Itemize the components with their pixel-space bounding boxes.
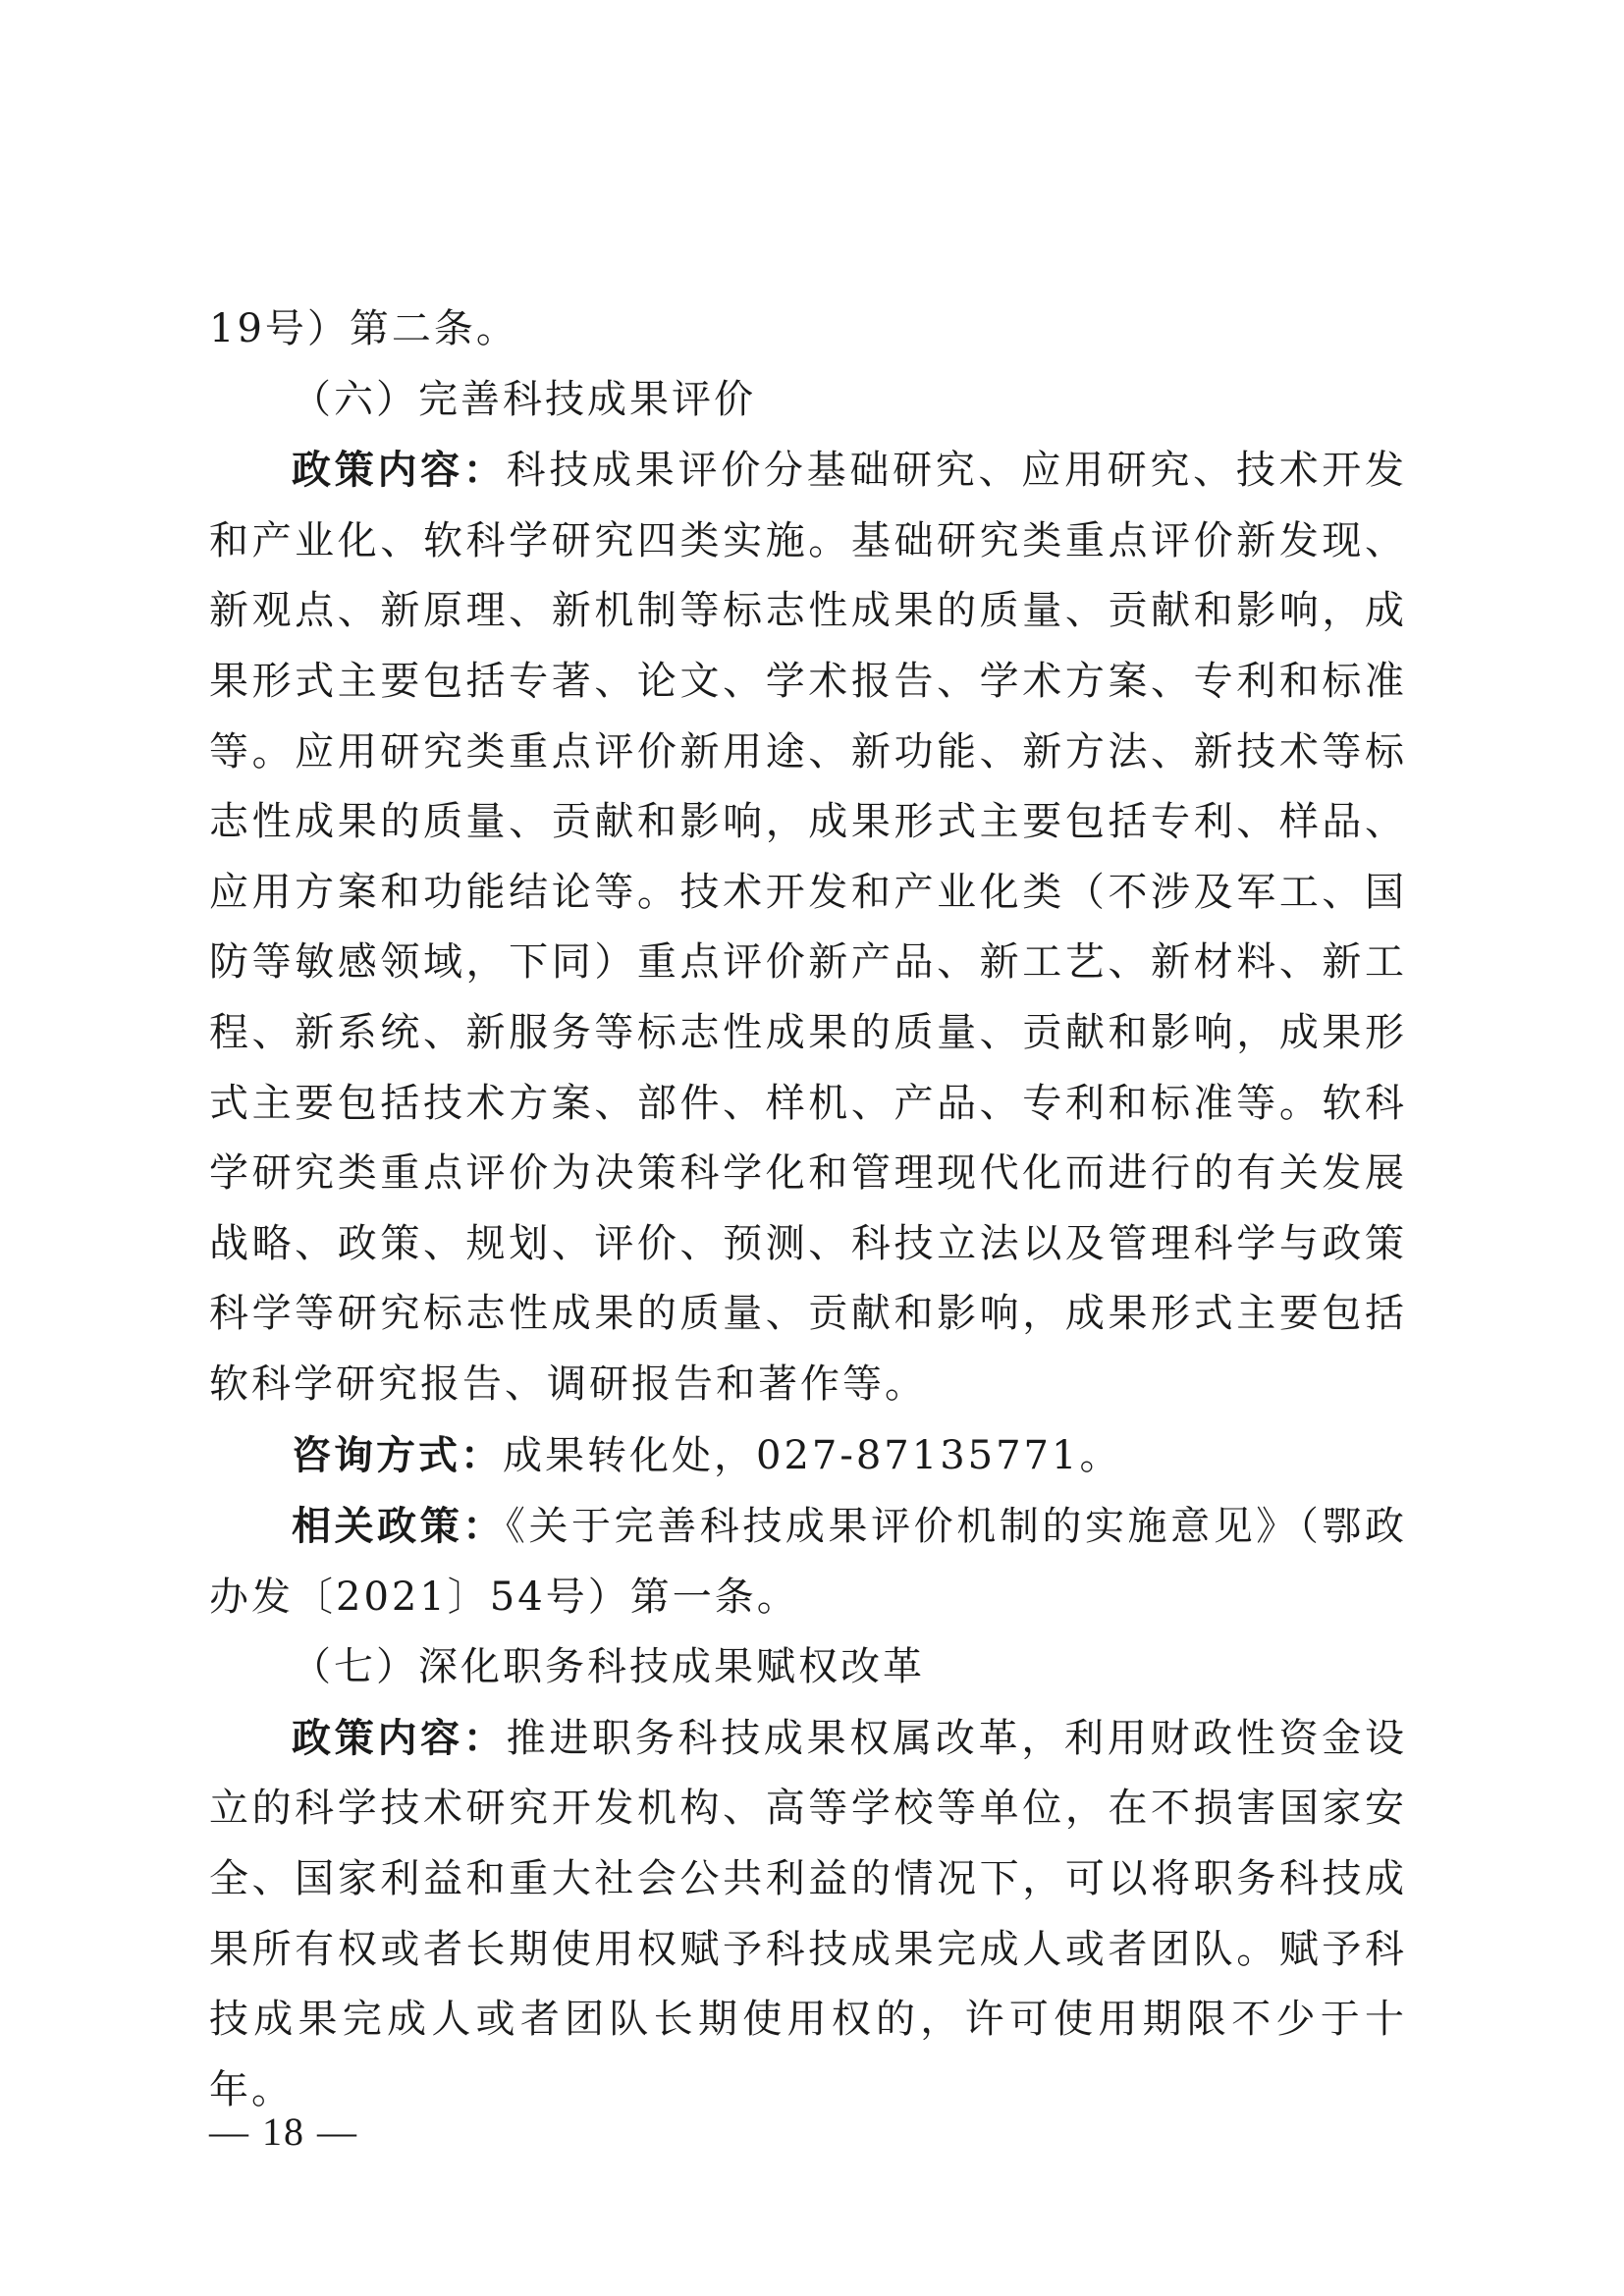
contact-text: 成果转化处，027-87135771。 (503, 1432, 1122, 1478)
policy-content-text: 推进职务科技成果权属改革，利用财政性资金设立的科学技术研究开发机构、高等学校等单位，在不损害国家安全、国家利益和重大社会公共利益的情况下，可以将职务科技成果所有权或者长期使用权赋予科技成果完成人或者团队。赋予科技成果完成人或者团队长期使用权的，许可使用期限不少于十年。 (209, 1715, 1408, 2112)
body-text (209, 294, 1407, 2125)
continuation-line: 19号）第二条。 (209, 306, 518, 351)
related-policy-paragraph (209, 1491, 1407, 1632)
section-heading-7: （七）深化职务科技成果赋权改革 (292, 1644, 925, 1690)
contact-paragraph (209, 1420, 1407, 1492)
policy-content-text: 科技成果评价分基础研究、应用研究、技术开发和产业化、软科学研究四类实施。基础研究类重点评价新发现、新观点、新原理、新机制等标志性成果的质量、贡献和影响，成果形式主要包括专著、论文、学术报告、学术方案、专利和标准等。应用研究类重点评价新用途、新功能、新方法、新技术等标志性成果的质量、贡献和影响，成果形式主要包括专利、样品、应用方案和功能结论等。技术开发和产业化类（不涉及军工、国防等敏感领域，下同）重点评价新产品、新工艺、新材料、新工程、新系统、新服务等标志性成果的质量、贡献和影响，成果形式主要包括技术方案、部件、样机、产品、专利和标准等。软科学研究类重点评价为决策科学化和管理现代化而进行的有关发展战略、政策、规划、评价、预测、科技立法以及管理科学与政策科学等研究标志性成果的质量、贡献和影响，成果形式主要包括软科学研究报告、调研报告和著作等。 (209, 448, 1408, 1407)
policy-content-paragraph-6 (209, 435, 1407, 1419)
page-number: — 18 — (209, 2109, 358, 2154)
contact-label: 咨询方式： (292, 1431, 503, 1478)
policy-content-paragraph-7 (209, 1703, 1407, 2126)
related-policy-text: 《关于完善科技成果评价机制的实施意见》（鄂政办发〔2021〕54号）第一条。 (209, 1504, 1408, 1620)
policy-content-label: 政策内容： (292, 447, 507, 494)
policy-content-label: 政策内容： (292, 1714, 507, 1761)
related-policy-label: 相关政策： (292, 1503, 506, 1550)
section-heading-6: （六）完善科技成果评价 (292, 376, 756, 422)
